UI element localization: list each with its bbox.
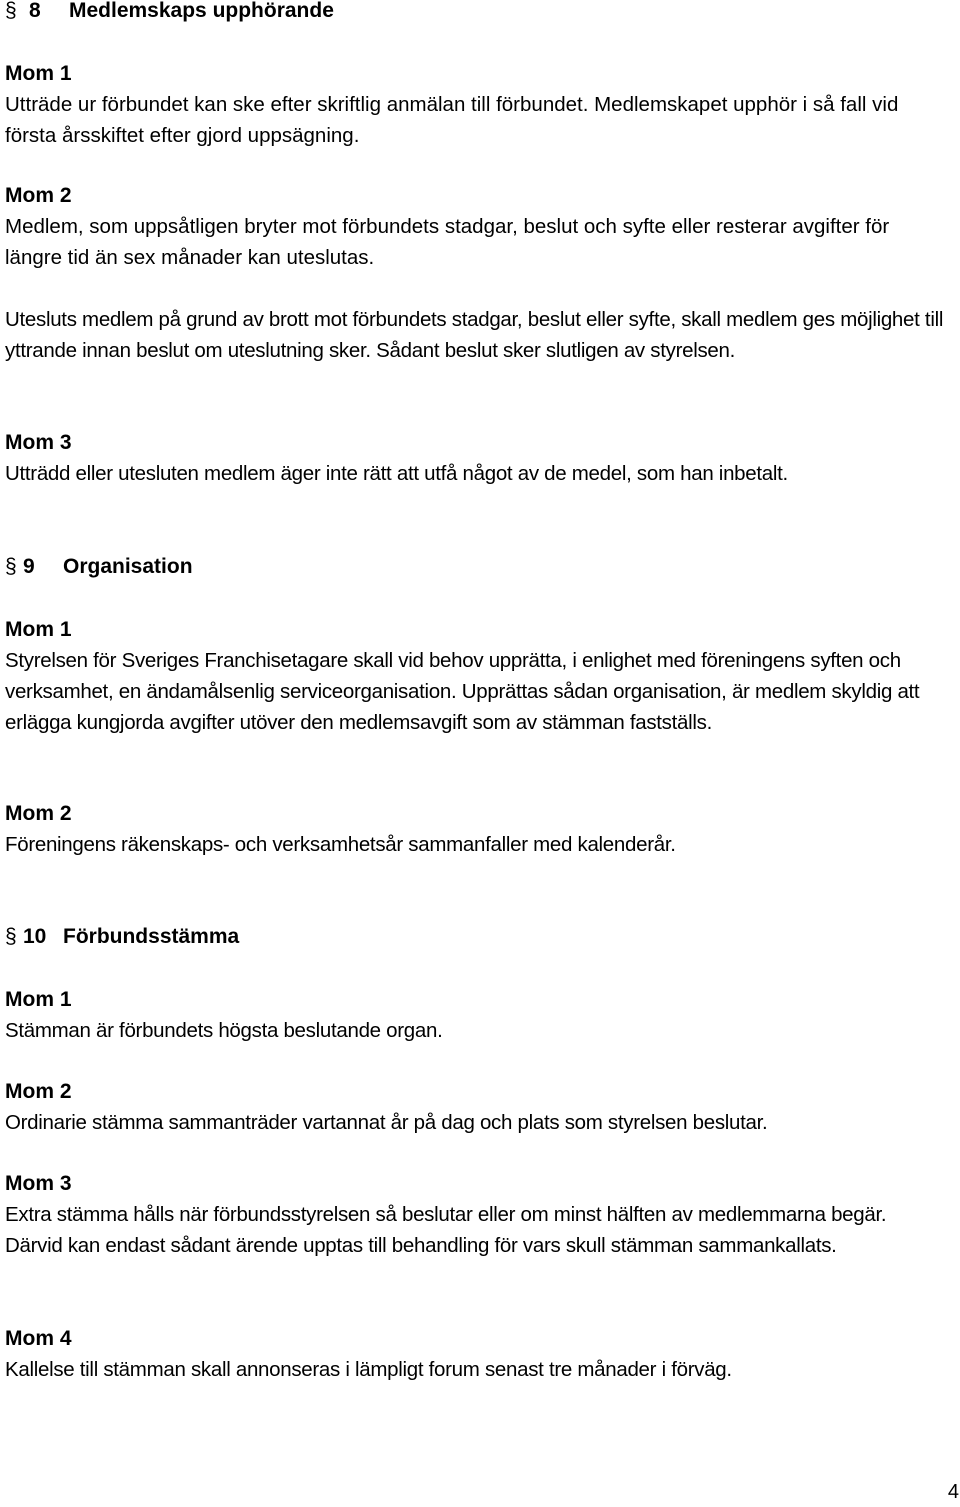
section-8	[5, 0, 955, 26]
section-number: 8	[29, 0, 41, 22]
mom-paragraph: Kallelse till stämman skall annonseras i lämpligt forum senast tre månader i förväg.	[5, 1358, 732, 1381]
mom-paragraph: Utträde ur förbundet kan ske efter skriftlig anmälan till förbundet. Medlemskapet upphör i så fall vid första årsskiftet efter gjord uppsägning.	[5, 93, 899, 147]
mom-paragraph: Stämman är förbundets högsta beslutande organ.	[5, 1019, 443, 1042]
mom-block	[5, 1323, 955, 1385]
mom-heading: Mom 1	[5, 988, 72, 1011]
mom-heading: Mom 3	[5, 1172, 72, 1195]
mom-paragraph: Styrelsen för Sveriges Franchisetagare skall vid behov upprätta, i enlighet med föreningens syften och verksamhet, en ändamålsenlig serviceorganisation. Upprättas sådan organisation, är medlem skyldig att erlägga kungjorda avgifter utöver den medlemsavgift som av stämman fastställs.	[5, 649, 920, 734]
section-9	[5, 552, 955, 582]
mom-paragraph: Föreningens räkenskaps- och verksamhetsår sammanfaller med kalenderår.	[5, 833, 676, 856]
mom-paragraph: Medlem, som uppsåtligen bryter mot förbundets stadgar, beslut och syfte eller resterar avgifter för längre tid än sex månader kan uteslutas.	[5, 215, 890, 269]
paragraph-sign: §	[5, 0, 17, 22]
page-number: 4	[947, 1481, 959, 1503]
mom-paragraph: Utträdd eller utesluten medlem äger inte rätt att utfå något av de medel, som han inbetalt.	[5, 462, 788, 485]
mom-heading: Mom 2	[5, 1080, 72, 1103]
mom-paragraph: Ordinarie stämma sammanträder vartannat år på dag och plats som styrelsen beslutar.	[5, 1111, 768, 1134]
mom-heading: Mom 1	[5, 62, 72, 85]
section-heading	[5, 552, 955, 582]
mom-heading: Mom 2	[5, 184, 72, 207]
section-title: Medlemskaps upphörande	[69, 0, 334, 22]
mom-heading: Mom 4	[5, 1327, 72, 1350]
mom-block	[5, 1076, 955, 1138]
mom-block	[5, 427, 955, 489]
paragraph-sign: §	[5, 555, 17, 578]
section-10	[5, 922, 955, 952]
mom-heading: Mom 3	[5, 431, 72, 454]
mom-block	[5, 1168, 955, 1261]
section-title: Organisation	[63, 555, 193, 578]
section-number: 9	[23, 555, 35, 578]
mom-block	[5, 180, 955, 273]
section-heading	[5, 0, 955, 26]
mom-block	[5, 984, 955, 1046]
paragraph-sign: §	[5, 925, 17, 948]
mom-block	[5, 304, 955, 366]
mom-block	[5, 614, 955, 738]
mom-block	[5, 58, 955, 151]
mom-heading: Mom 2	[5, 802, 72, 825]
section-title: Förbundsstämma	[63, 925, 240, 948]
section-heading	[5, 922, 955, 952]
mom-heading: Mom 1	[5, 618, 72, 641]
section-number: 10	[23, 925, 47, 948]
mom-paragraph: Extra stämma hålls när förbundsstyrelsen så beslutar eller om minst hälften av medlemmarna begär. Därvid kan endast sådant ärende upptas till behandling för vars skull stämman sammankallats.	[5, 1203, 887, 1257]
mom-paragraph: Utesluts medlem på grund av brott mot förbundets stadgar, beslut eller syfte, skall medlem ges möjlighet till yttrande innan beslut om uteslutning sker. Sådant beslut sker slutligen av styrelsen.	[5, 308, 944, 362]
mom-block	[5, 798, 955, 860]
